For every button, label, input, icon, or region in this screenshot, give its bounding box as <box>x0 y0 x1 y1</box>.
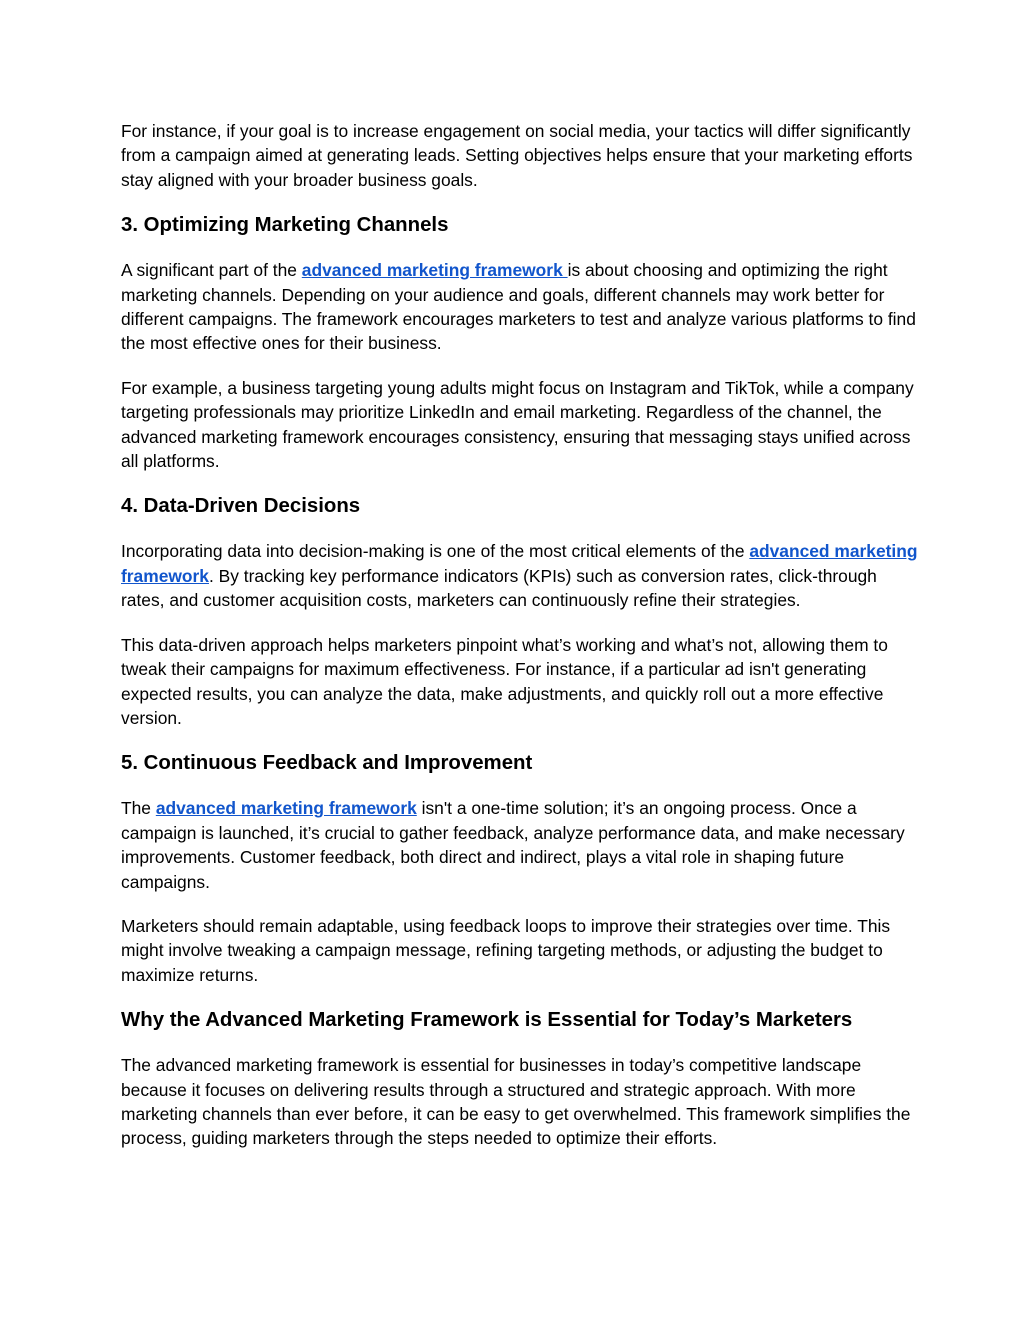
text-run: The <box>121 798 156 819</box>
data-paragraph-2: This data-driven approach helps marketers pinpoint what’s working and what’s not, allowing them to tweak their campaigns for maximum effectiveness. For instance, if a particular ad isn't generating expected results, you can analyze the data, make adjustments, and quickly roll out a more effective version. <box>121 634 888 728</box>
text-run: is about choosing and optimizing the right marketing channels. Depending on your audience and goals, different channels may work better for different campaigns. The framework encourages marketers to test and analyze various platforms to find the most effective ones for their business. <box>121 260 916 354</box>
text-run: . By tracking key performance indicators (KPIs) such as conversion rates, click-through rates, and customer acquisition costs, marketers can continuously refine their strategies. <box>121 565 877 611</box>
heading-optimizing-marketing-channels: 3. Optimizing Marketing Channels <box>121 214 449 237</box>
intro-paragraph: For instance, if your goal is to increase engagement on social media, your tactics will differ significantly from a campaign aimed at generating leads. Setting objectives helps ensure that your marketing efforts stay aligned with your broader business goals. <box>121 121 913 190</box>
text-run: Incorporating data into decision-making is one of the most critical elements of the <box>121 541 750 562</box>
heading-continuous-feedback: 5. Continuous Feedback and Improvement <box>121 752 533 775</box>
advanced-marketing-framework-link[interactable]: advanced marketing framework <box>121 541 918 586</box>
heading-why-framework-essential: Why the Advanced Marketing Framework is Essential for Today’s Marketers <box>121 1009 853 1032</box>
text-run: A significant part of the <box>121 260 302 281</box>
feedback-paragraph-2: Marketers should remain adaptable, using feedback loops to improve their strategies over time. This might involve tweaking a campaign message, refining targeting methods, or adjusting the budget to maximize returns. <box>121 915 891 985</box>
advanced-marketing-framework-link[interactable]: advanced marketing framework <box>155 798 417 819</box>
data-paragraph-1 <box>121 539 924 612</box>
channels-paragraph-1 <box>121 258 924 356</box>
heading-data-driven-decisions: 4. Data-Driven Decisions <box>121 495 361 518</box>
advanced-marketing-framework-link[interactable]: advanced marketing framework <box>301 260 568 281</box>
channels-paragraph-2: For example, a business targeting young adults might focus on Instagram and TikTok, while a company targeting professionals may prioritize LinkedIn and email marketing. Regardless of the channel, the advanced marketing framework encourages consistency, ensuring that messaging stays unified across all platforms. <box>121 377 914 472</box>
essential-paragraph: The advanced marketing framework is essential for businesses in today’s competitive landscape because it focuses on delivering results through a structured and strategic approach. With more marketing channels than ever before, it can be easy to get overwhelmed. This framework simplifies the process, guiding marketers through the steps needed to optimize their efforts. <box>121 1055 911 1149</box>
text-run: isn't a one-time solution; it’s an ongoing process. Once a campaign is launched, it’s crucial to gather feedback, analyze performance data, and make necessary improvements. Customer feedback, both direct and indirect, plays a vital role in shaping future campaigns. <box>121 798 905 892</box>
feedback-paragraph-1 <box>121 796 924 894</box>
